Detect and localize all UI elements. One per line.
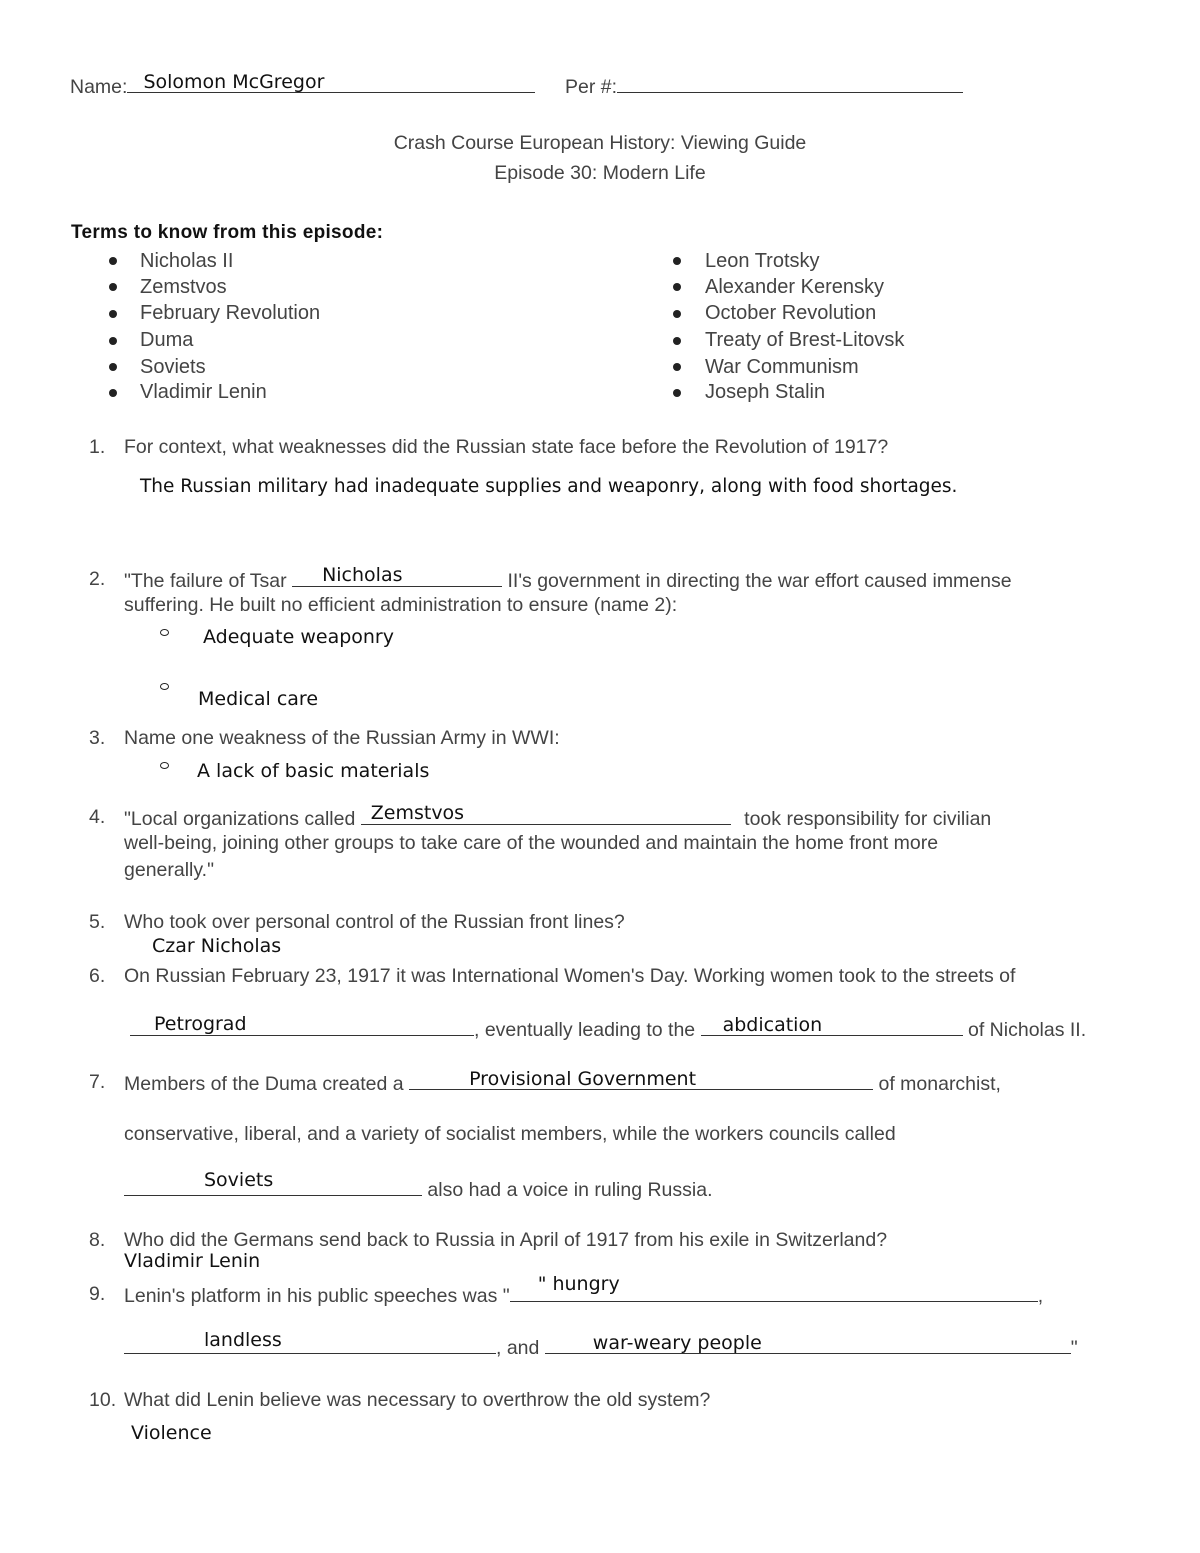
question-9-blank-2[interactable] [124,1329,496,1354]
question-1-answer[interactable]: The Russian military had inadequate supplies and weaponry, along with food shortages. [140,476,958,497]
question-6-line2 [130,1013,1087,1042]
terms-heading: Terms to know from this episode: [71,222,384,243]
question-10-answer[interactable]: Violence [131,1422,212,1444]
question-2-blank[interactable] [292,564,502,587]
question-4-pre: "Local organizations called [124,808,356,830]
question-6-mid: , eventually leading to the [474,1019,696,1041]
term-item: Duma [140,329,194,351]
bullet-icon [673,363,681,371]
question-7-line2: conservative, liberal, and a variety of socialist members, while the workers councils called [124,1123,896,1145]
bullet-icon [109,283,117,291]
question-2-pre: "The failure of Tsar [124,570,287,592]
question-7-post: of monarchist, [878,1073,1001,1095]
question-9-blank-3-value: war-weary people [592,1332,762,1354]
question-5-answer[interactable]: Czar Nicholas [152,935,282,957]
bullet-icon [109,257,117,265]
question-7-post2: also had a voice in ruling Russia. [427,1179,713,1201]
question-number: 9. [89,1283,106,1305]
period-line [565,74,963,99]
bullet-icon [109,337,117,345]
page-title: Crash Course European History: Viewing Guide [393,132,807,154]
bullet-icon [109,363,117,371]
bullet-icon [109,310,117,318]
question-2-line2: suffering. He built no efficient administration to ensure (name 2): [124,594,678,616]
question-number: 3. [89,727,106,749]
bullet-icon [673,337,681,345]
term-item: Leon Trotsky [705,250,820,272]
question-9-mid: , and [496,1337,540,1359]
period-label: Per #: [565,76,618,98]
question-9-blank-1-value: " hungry [537,1273,620,1295]
question-2-blank-value: Nicholas [322,564,403,586]
term-item: October Revolution [705,302,877,324]
question-7-blank-1[interactable] [409,1068,873,1090]
question-number: 5. [89,911,106,933]
question-6-blank-1[interactable] [130,1013,474,1036]
question-3-answer[interactable]: A lack of basic materials [197,760,430,782]
term-item: Treaty of Brest-Litovsk [705,329,905,351]
question-10-text: What did Lenin believe was necessary to overthrow the old system? [124,1389,711,1411]
question-3-text: Name one weakness of the Russian Army in WWI: [124,727,560,749]
question-7-pre: Members of the Duma created a [124,1073,404,1095]
sub-bullet-icon [160,683,169,690]
bullet-icon [109,389,117,397]
question-4-blank-value: Zemstvos [370,802,465,824]
question-6-text: On Russian February 23, 1917 it was International Women's Day. Working women took to the streets of [124,965,1016,987]
question-5-text: Who took over personal control of the Russian front lines? [124,911,625,933]
question-9-blank-3[interactable] [545,1332,1071,1354]
bullet-icon [673,310,681,318]
question-2-line1 [124,564,1012,593]
question-8-answer[interactable]: Vladimir Lenin [124,1250,261,1272]
question-6-blank-1-value: Petrograd [154,1013,247,1035]
question-number: 7. [89,1071,106,1093]
question-4-line3: generally." [124,859,215,881]
term-item: War Communism [705,356,859,378]
term-item: Nicholas II [140,250,234,272]
term-item: Alexander Kerensky [705,276,884,298]
name-line [70,71,535,99]
sub-bullet-icon [160,762,169,769]
page-subtitle: Episode 30: Modern Life [494,162,706,184]
bullet-icon [673,257,681,265]
term-item: Soviets [140,356,206,378]
question-1-text: For context, what weaknesses did the Russian state face before the Revolution of 1917? [124,436,889,458]
question-number: 2. [89,568,106,590]
bullet-icon [673,283,681,291]
question-9-post: " [1070,1337,1078,1359]
question-4-post: took responsibility for civilian [744,808,992,830]
term-item: February Revolution [140,302,321,324]
term-item: Joseph Stalin [705,381,826,403]
question-number: 10. [89,1389,117,1411]
question-2-post: II's government in directing the war effort caused immense [507,570,1012,592]
question-number: 4. [89,806,106,828]
question-number: 8. [89,1229,106,1251]
name-field[interactable] [127,71,535,93]
name-value: Solomon McGregor [143,71,325,93]
question-7-blank-1-value: Provisional Government [469,1068,697,1090]
question-6-blank-2-value: abdication [722,1014,823,1036]
question-7-blank-2-value: Soviets [204,1169,274,1191]
question-7-line3 [124,1169,713,1202]
question-9-blank-1[interactable] [510,1273,1038,1302]
question-7-line1 [124,1068,1001,1096]
question-number: 1. [89,436,106,458]
question-9-line1 [124,1273,1044,1308]
term-item: Zemstvos [140,276,227,298]
question-4-line2: well-being, joining other groups to take care of the wounded and maintain the home front more [124,832,939,854]
question-2-answer-2[interactable]: Medical care [198,688,319,710]
question-4-blank[interactable] [361,802,731,825]
sub-bullet-icon [160,629,169,636]
question-number: 6. [89,965,106,987]
name-label: Name: [70,76,128,98]
question-6-blank-2[interactable] [701,1014,963,1036]
question-7-blank-2[interactable] [124,1169,422,1196]
question-9-comma: , [1037,1285,1044,1307]
question-9-pre: Lenin's platform in his public speeches was " [124,1285,510,1307]
period-field[interactable] [617,74,963,93]
question-6-post: of Nicholas II. [968,1019,1087,1041]
question-8-text: Who did the Germans send back to Russia in April of 1917 from his exile in Switzerland? [124,1229,888,1251]
question-2-answer-1[interactable]: Adequate weaponry [203,626,394,648]
question-4-line1 [124,802,992,831]
bullet-icon [673,389,681,397]
term-item: Vladimir Lenin [140,381,267,403]
question-9-blank-2-value: landless [204,1329,282,1351]
question-9-line2 [124,1329,1078,1360]
